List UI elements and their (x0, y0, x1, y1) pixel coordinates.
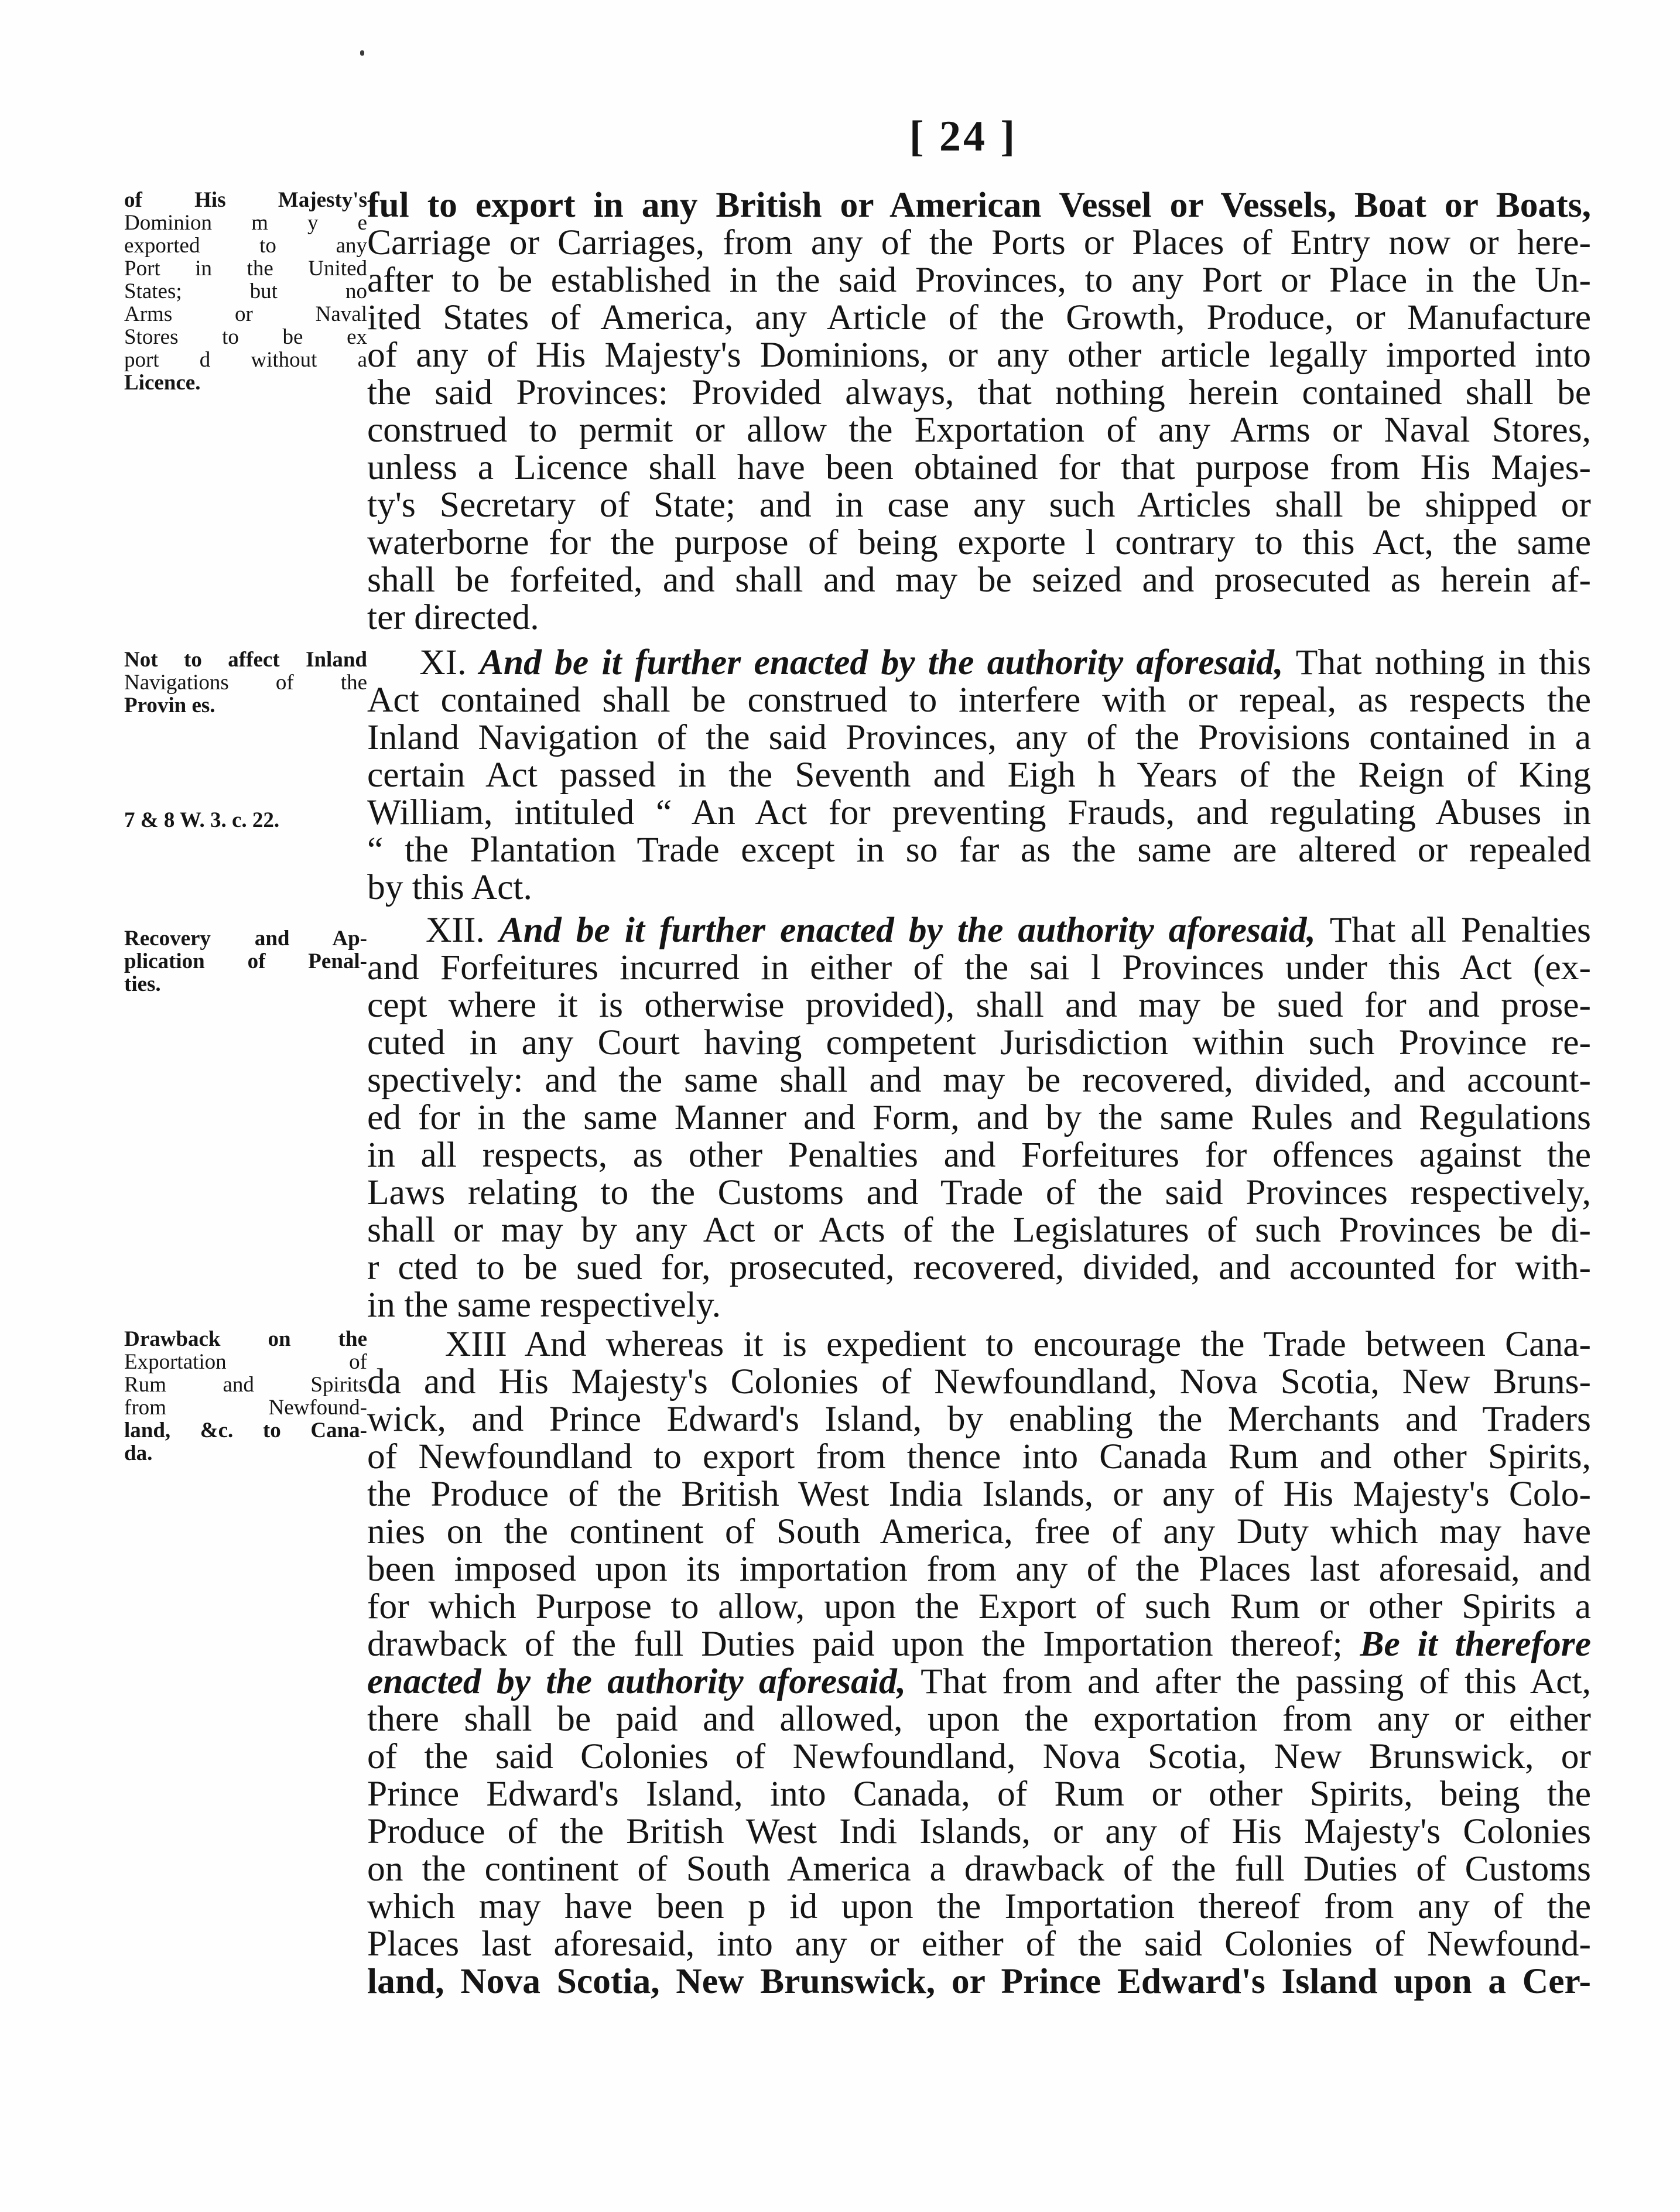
body-line: nies on the continent of South America, free of any Duty which may have (367, 1512, 1591, 1551)
body-line: ter directed. (367, 597, 539, 637)
section-number: XI. (419, 642, 467, 682)
body-line: Inland Navigation of the said Provinces, any of the Provisions contained in a (367, 717, 1591, 757)
section-xii (367, 911, 1591, 1324)
body-line: land, Nova Scotia, New Brunswick, or Prince Edward's Island upon a Cer- (367, 1961, 1591, 2001)
body-line: shall be forfeited, and shall and may be seized and prosecuted as herein af- (367, 560, 1591, 600)
sidenote-line: Navigations of the (124, 671, 367, 695)
body-line: Act contained shall be construed to interfere with or repeal, as respects the (367, 680, 1591, 720)
body-line: cuted in any Court having competent Jurisdiction within such Province re- (367, 1023, 1591, 1062)
body-line: which may have been p id upon the Importation thereof from any of the (367, 1886, 1591, 1926)
body-line: of Newfoundland to export from thence into Canada Rum and other Spirits, (367, 1437, 1591, 1476)
body-line: spectively: and the same shall and may be recovered, divided, and account- (367, 1060, 1591, 1100)
body-line: Prince Edward's Island, into Canada, of Rum or other Spirits, being the (367, 1774, 1591, 1814)
body-line: the Produce of the British West India Islands, or any of His Majesty's Colo- (367, 1474, 1591, 1514)
body-text: That from and after the passing of this Act, (921, 1661, 1591, 1701)
body-line: ful to export in any British or American Vessel or Vessels, Boat or Boats, (367, 185, 1591, 225)
sidenote-penalties (124, 927, 367, 996)
body-line: cept where it is otherwise provided), shall and may be sued for and prose- (367, 985, 1591, 1025)
body-line: ty's Secretary of State; and in case any such Articles shall be shipped or (367, 485, 1591, 525)
section-xi (367, 644, 1591, 906)
body-line: William, intituled “ An Act for preventing Frauds, and regulating Abuses in (367, 792, 1591, 832)
body-line: of any of His Majesty's Dominions, or any other article legally imported into (367, 335, 1591, 375)
sidenote-line: Rum and Spirits (124, 1373, 367, 1397)
section-text: That all Penalties (1329, 910, 1591, 950)
sidenote-line: Exportation of (124, 1350, 367, 1374)
sidenote-line: Drawback on the (124, 1327, 367, 1351)
enacting-clause: And be it further enacted by the authority aforesaid, (499, 910, 1316, 950)
sidenote-line: Licence. (124, 371, 201, 395)
sidenote-line: of His Majesty's (124, 188, 367, 212)
sidenote-statute-citation: 7 & 8 W. 3. c. 22. (124, 808, 280, 832)
body-line: Carriage or Carriages, from any of the Ports or Places of Entry now or here- (367, 223, 1591, 262)
body-line: Laws relating to the Customs and Trade of the said Provinces respectively, (367, 1172, 1591, 1212)
section-number: XII. (426, 910, 485, 950)
body-line: for which Purpose to allow, upon the Export of such Rum or other Spirits a (367, 1587, 1591, 1626)
body-line: r cted to be sued for, prosecuted, recovered, divided, and accounted for with- (367, 1247, 1591, 1287)
sidenote-line: Stores to be ex (124, 325, 367, 349)
section-text: That nothing in this (1295, 642, 1592, 682)
sidenote-line: from Newfound- (124, 1396, 367, 1420)
sidenote-line: Dominion m y e (124, 211, 367, 235)
body-line: shall or may by any Act or Acts of the Legislatures of such Provinces be di- (367, 1210, 1591, 1250)
section-first-line (367, 1325, 1591, 1363)
body-line: and Forfeitures incurred in either of the sai l Provinces under this Act (ex- (367, 948, 1591, 987)
body-line: ed for in the same Manner and Form, and by the same Rules and Regulations (367, 1098, 1591, 1137)
body-line: wick, and Prince Edward's Island, by enabling the Merchants and Traders (367, 1399, 1591, 1439)
sidenote-line: States; but no (124, 279, 367, 303)
enacting-clause: Be it therefore (1360, 1624, 1591, 1664)
body-line: on the continent of South America a drawback of the full Duties of Customs (367, 1849, 1591, 1889)
body-line: Places last aforesaid, into any or either of the said Colonies of Newfound- (367, 1924, 1591, 1964)
body-line: the said Provinces: Provided always, that nothing herein contained shall be (367, 372, 1591, 412)
body-line: there shall be paid and allowed, upon the exportation from any or either (367, 1699, 1591, 1739)
enacting-clause: enacted by the authority aforesaid, (367, 1661, 906, 1701)
page-number: [ 24 ] (909, 112, 1018, 160)
body-line: Produce of the British West Indi Islands, or any of His Majesty's Colonies (367, 1811, 1591, 1851)
sidenote-drawback (124, 1328, 367, 1465)
sidenote-line: land, &c. to Cana- (124, 1418, 367, 1442)
body-line: construed to permit or allow the Exportation of any Arms or Naval Stores, (367, 410, 1591, 450)
body-line: in the same respectively. (367, 1285, 721, 1325)
sidenote-inland-navigation (124, 648, 367, 717)
sidenote-line: Recovery and Ap- (124, 926, 367, 951)
ink-speck (360, 50, 364, 56)
body-line: by this Act. (367, 867, 532, 907)
body-line: certain Act passed in the Seventh and Eigh h Years of the Reign of King (367, 755, 1591, 795)
body-text: drawback of the full Duties paid upon the Importation thereof; (367, 1624, 1343, 1664)
body-line: after to be established in the said Provinces, to any Port or Place in the Un- (367, 260, 1591, 300)
sidenote-line: port d without a (124, 348, 367, 372)
body-line: “ the Plantation Trade except in so far as the same are altered or repealed (367, 830, 1591, 870)
body-line: of the said Colonies of Newfoundland, Nova Scotia, New Brunswick, or (367, 1736, 1591, 1776)
sidenote-line: Port in the United (124, 257, 367, 281)
body-line: unless a Licence shall have been obtained for that purpose from His Majes- (367, 447, 1591, 487)
body-line (367, 1663, 1591, 1700)
section-text: XIII And whereas it is expedient to encourage the Trade between Cana- (444, 1324, 1592, 1364)
sidenote-line: plication of Penal- (124, 949, 367, 973)
sidenote-line: Arms or Naval (124, 302, 367, 326)
body-line: ited States of America, any Article of the Growth, Produce, or Manufacture (367, 298, 1591, 337)
body-line: waterborne for the purpose of being exporte l contrary to this Act, the same (367, 522, 1591, 562)
body-line: da and His Majesty's Colonies of Newfoundland, Nova Scotia, New Bruns- (367, 1362, 1591, 1401)
section-xiii (367, 1325, 1591, 2000)
sidenote-line: da. (124, 1441, 153, 1465)
sidenote-line: exported to any (124, 234, 367, 258)
sidenote-line: Not to affect Inland (124, 648, 367, 672)
enacting-clause: And be it further enacted by the authority aforesaid, (479, 642, 1284, 682)
section-first-line (367, 911, 1591, 949)
body-line: in all respects, as other Penalties and Forfeitures for offences against the (367, 1135, 1591, 1175)
sidenote-line: Provin es. (124, 693, 215, 717)
paragraph-continued (367, 186, 1591, 636)
sidenote-exportation (124, 189, 367, 394)
section-first-line (367, 644, 1591, 681)
sidenote-line: ties. (124, 972, 161, 996)
body-line: been imposed upon its importation from any of the Places last aforesaid, and (367, 1549, 1591, 1589)
body-line (367, 1625, 1591, 1663)
